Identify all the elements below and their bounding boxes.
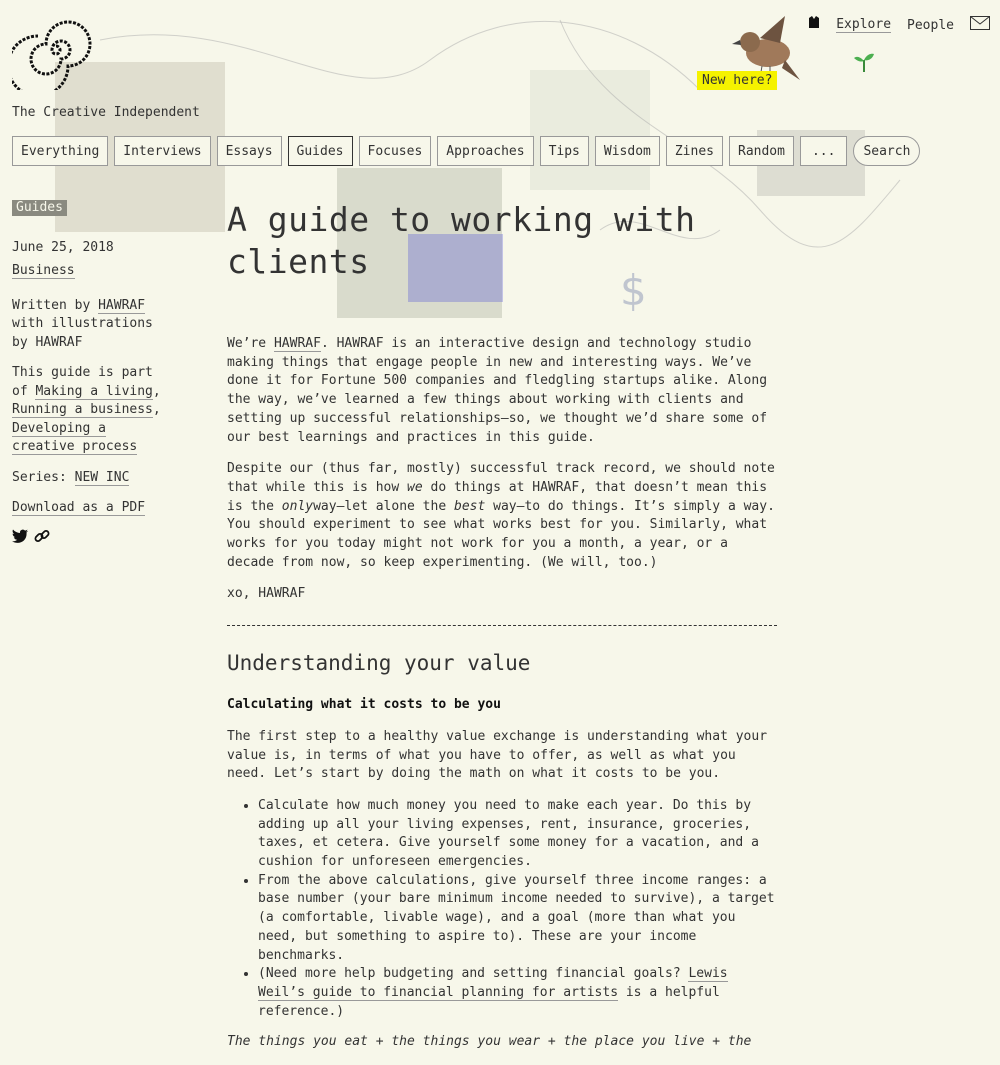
sprout-icon — [852, 50, 876, 72]
intro-paragraph-2: Despite our (thus far, mostly) successful track record, we should note that while this is how we do things at HAWRAF, that doesn’t mean this is the onlyway—let alone the best way—to do things. It’s simply a way. You should experiment to see what works best for you. Similarly, what works for you today might not work for you a month, a year, or a decade from now, so keep experimenting. (We will, too.) — [227, 461, 775, 570]
cat-icon[interactable] — [808, 16, 820, 34]
nav-essays[interactable]: Essays — [217, 136, 282, 166]
intro-paragraph-1: We’re HAWRAF. HAWRAF is an interactive design and technology studio making things that engage people in new and interesting ways. We’ve done it for Fortune 500 companies and fledgling startups alike. Along the way, we’ve learned a few things about working with clients and setting up successful relationships—so, we thought we’d share some of our best learnings and practices in this guide. — [227, 336, 768, 445]
article — [227, 199, 777, 1065]
collection-creative-process[interactable]: Developing a creative process — [12, 420, 138, 454]
nav-tips[interactable]: Tips — [540, 136, 589, 166]
series-label: Series: — [12, 469, 67, 485]
part-of-label: This guide is part of — [12, 365, 153, 399]
list-item: • From the above calculations, give yourself three income ranges: a base number (your bare minimum income needed to survive), a target (a comfortable, livable wage), and a goal (more than what you need, but something to aspire to). These are your income benchmarks. — [258, 872, 777, 966]
nav-wisdom[interactable]: Wisdom — [595, 136, 660, 166]
list-item: • Calculate how much money you need to make each year. Do this by adding up all your living expenses, rent, insurance, groceries, taxes, et cetera. Give yourself some money for a vacation, and a cushion for unforeseen emergencies. — [258, 797, 777, 872]
bg-room-image — [530, 70, 650, 190]
publish-date: June 25, 2018 — [12, 239, 114, 255]
series-link[interactable]: NEW INC — [74, 469, 130, 485]
collection-running-a-business[interactable]: Running a business — [12, 402, 153, 417]
business-link[interactable]: Business — [12, 263, 75, 278]
article-sidebar — [12, 199, 172, 550]
nav-more-button[interactable]: ... — [800, 136, 847, 166]
explore-link[interactable]: Explore — [836, 17, 892, 32]
site-name[interactable]: The Creative Independent — [12, 105, 200, 120]
author-link[interactable]: HAWRAF — [98, 297, 146, 313]
nav-focuses[interactable]: Focuses — [359, 136, 432, 166]
nav-approaches[interactable]: Approaches — [437, 136, 533, 166]
byline — [12, 297, 172, 353]
signoff: xo, HAWRAF — [227, 586, 306, 602]
section-intro: The first step to a healthy value exchange is understanding what your value is, in terms of what you have to offer, as well as what you need. Let’s start by doing the math on what it costs to be you. — [227, 728, 768, 782]
formula-text: The things you eat + the things you wear + the place you live + the — [227, 1034, 752, 1050]
section-title: Understanding your value — [227, 651, 531, 676]
nav-interviews[interactable]: Interviews — [114, 136, 210, 166]
twitter-icon[interactable] — [12, 529, 28, 550]
nav-zines[interactable]: Zines — [666, 136, 723, 166]
mail-icon[interactable] — [970, 16, 990, 34]
copy-link-icon[interactable] — [34, 528, 50, 551]
subsection-title: Calculating what it costs to be you — [227, 697, 501, 713]
illustrations-label: with illustrations — [12, 316, 153, 331]
series — [12, 469, 172, 488]
collections: This guide is part of Making a living, Running a business, Developing a creative process — [12, 365, 161, 454]
category-tag[interactable]: Guides — [12, 200, 67, 216]
section-divider — [227, 625, 777, 626]
written-by-label: Written by — [12, 297, 91, 313]
search-button[interactable]: Search — [853, 136, 920, 166]
site-logo-spiral-icon[interactable] — [12, 10, 100, 90]
top-nav — [808, 16, 990, 34]
download-pdf-link[interactable]: Download as a PDF — [12, 500, 146, 515]
list-item: • (Need more help budgeting and setting financial goals? Lewis Weil’s guide to financial planning for artists is a helpful reference.) — [258, 965, 777, 1021]
financial-guide-link[interactable]: Lewis Weil’s guide to financial planning for artists — [258, 966, 728, 1000]
people-link[interactable]: People — [907, 17, 954, 33]
main-nav — [12, 136, 920, 166]
article-title: A guide to working with clients — [227, 200, 696, 281]
bullet-list — [227, 797, 777, 1021]
new-here-badge[interactable]: New here? — [697, 71, 777, 90]
illustrations-by: by HAWRAF — [12, 334, 83, 350]
svg-text:$: $ — [620, 266, 647, 315]
collection-making-a-living[interactable]: Making a living — [35, 383, 153, 399]
nav-guides[interactable]: Guides — [288, 136, 353, 166]
hawraf-link[interactable]: HAWRAF — [273, 336, 321, 351]
nav-random[interactable]: Random — [729, 136, 794, 166]
nav-everything[interactable]: Everything — [12, 136, 108, 166]
